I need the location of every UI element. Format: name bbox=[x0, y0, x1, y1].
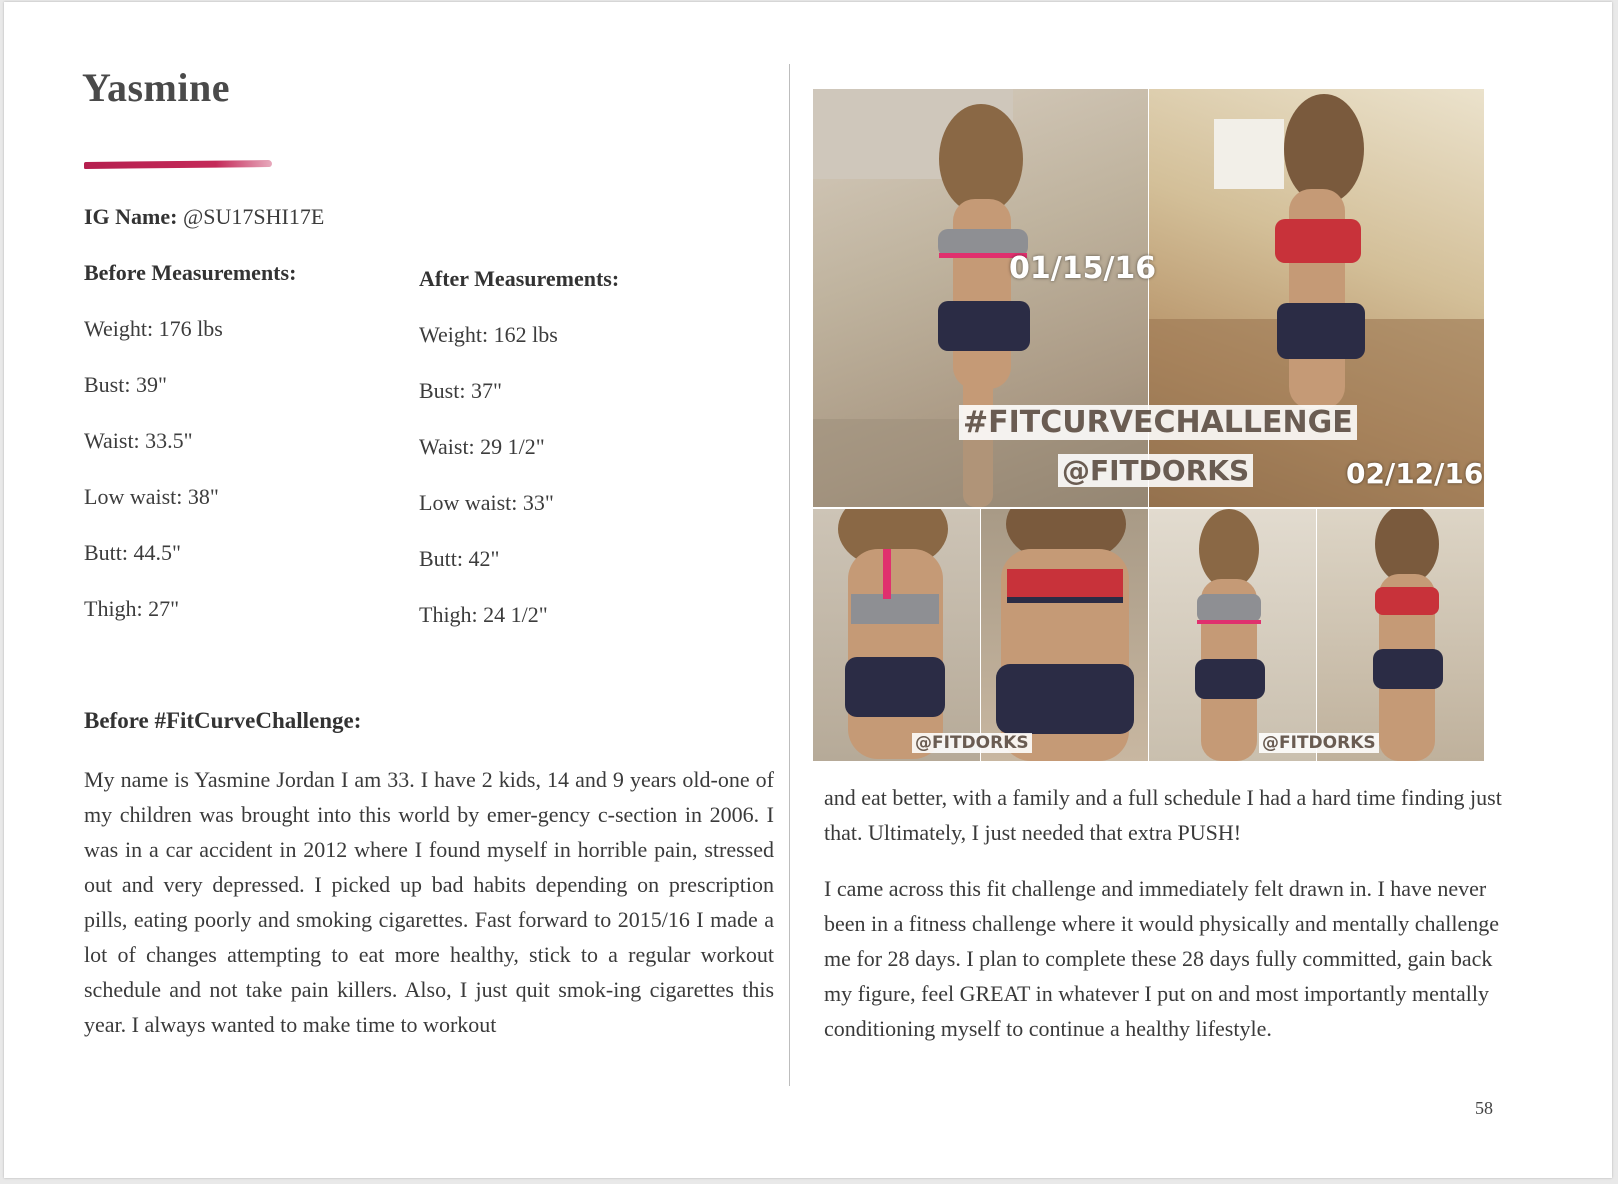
page bbox=[4, 2, 1612, 1178]
after-front-photo bbox=[1317, 509, 1484, 761]
ig-handle: @SU17SHI17E bbox=[182, 204, 325, 229]
challenge-hashtag: #FITCURVECHALLENGE bbox=[959, 405, 1357, 440]
before-date-label: 01/15/16 bbox=[1009, 251, 1157, 286]
before-thigh: Thigh: 27" bbox=[84, 596, 180, 621]
after-bust: Bust: 37" bbox=[419, 378, 502, 403]
after-waist: Waist: 29 1/2" bbox=[419, 434, 545, 459]
after-weight: Weight: 162 lbs bbox=[419, 322, 558, 347]
after-measurements bbox=[419, 266, 619, 658]
page-number: 58 bbox=[1475, 1098, 1493, 1118]
after-back-photo bbox=[981, 509, 1148, 761]
before-heading: Before Measurements: bbox=[84, 260, 297, 285]
after-date-label: 02/12/16 bbox=[1346, 457, 1484, 490]
before-photo bbox=[813, 89, 1148, 507]
column-divider bbox=[789, 64, 790, 1086]
ig-label: IG Name: bbox=[84, 204, 178, 229]
watermark-left: @FITDORKS bbox=[912, 733, 1032, 753]
after-butt: Butt: 42" bbox=[419, 546, 500, 571]
page-title: Yasmine bbox=[82, 65, 230, 110]
story-paragraph-left: My name is Yasmine Jordan I am 33. I have 2 kids, 14 and 9 years old-one of my children was brought into this world by emer-gency c-section in 2006. I was in a car accident in 2012 where I found myself in horrible pain, stressed out and very depressed. I picked up bad habits depending on prescription pills, eating poorly and smoking cigarettes. Fast forward to 2015/16 I made a lot of changes attempting to eat more healthy, stick to a regular workout schedule and not take pain killers. Also, I just quit smok-ing cigarettes this year. I always wanted to make time to workout bbox=[84, 767, 774, 1037]
before-measurements bbox=[84, 260, 296, 652]
after-heading: After Measurements: bbox=[419, 266, 620, 291]
before-back-photo bbox=[813, 509, 980, 761]
after-low-waist: Low waist: 33" bbox=[419, 490, 554, 515]
story-paragraph-right-1: and eat better, with a family and a full schedule I had a hard time finding just that. Ultimately, I just needed that extra PUSH! bbox=[824, 785, 1502, 845]
before-butt: Butt: 44.5" bbox=[84, 540, 181, 565]
story-heading: Before #FitCurveChallenge: bbox=[84, 708, 362, 733]
before-front-photo bbox=[1149, 509, 1316, 761]
before-waist: Waist: 33.5" bbox=[84, 428, 193, 453]
before-bust: Bust: 39" bbox=[84, 372, 167, 397]
after-thigh: Thigh: 24 1/2" bbox=[419, 602, 548, 627]
watermark-right: @FITDORKS bbox=[1259, 733, 1379, 753]
fitdorks-handle: @FITDORKS bbox=[1058, 454, 1253, 487]
after-photo bbox=[1149, 89, 1484, 507]
before-low-waist: Low waist: 38" bbox=[84, 484, 219, 509]
accent-brush-stroke bbox=[84, 160, 272, 169]
ig-name-line bbox=[84, 204, 324, 230]
story-paragraph-right-2: I came across this fit challenge and immediately felt drawn in. I have never been in a fitness challenge where it would physically and mentally challenge me for 28 days. I plan to complete these 28 days fully committed, gain back my figure, feel GREAT in whatever I put on and most importantly mentally conditioning myself to continue a healthy lifestyle. bbox=[824, 876, 1500, 1041]
before-weight: Weight: 176 lbs bbox=[84, 316, 223, 341]
